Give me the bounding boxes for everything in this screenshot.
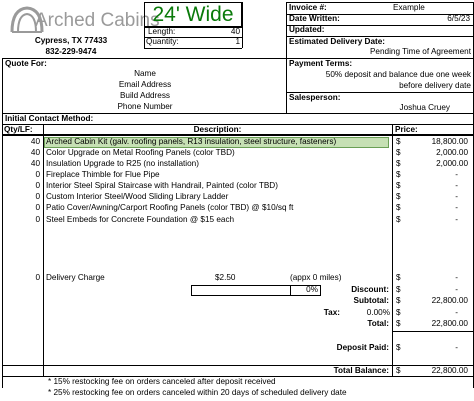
row-desc: Patio Cover/Awning/Carport Roofing Panels (color TBD) @ $10/sq ft [46, 203, 294, 212]
quote-for-label: Quote For: [5, 59, 47, 68]
total-balance-value: 22,800.00 [431, 366, 468, 375]
invoice-number-value: Example [393, 3, 425, 12]
delivery-currency: $ [396, 273, 401, 282]
delivery-qty: 0 [35, 273, 40, 282]
delivery-miles: (appx 0 miles) [290, 273, 342, 282]
tax-label: Tax: [323, 308, 340, 317]
row-currency: $ [396, 148, 401, 157]
payment-terms-line2: before delivery date [399, 81, 471, 90]
row-price: - [455, 215, 458, 224]
row-desc: Fireplace Thimble for Flue Pipe [46, 170, 160, 179]
subtotal-label: Subtotal: [353, 296, 389, 305]
row-currency: $ [396, 203, 401, 212]
discount-pct: 0% [306, 285, 318, 294]
row-qty: 0 [35, 170, 40, 179]
row-qty: 0 [35, 181, 40, 190]
company-city: Cypress, TX 77433 [34, 36, 108, 45]
date-written-value: 6/5/23 [447, 14, 470, 23]
company-phone: 832-229-9474 [45, 47, 97, 56]
date-written-label: Date Written: [289, 14, 340, 23]
total-balance-label: Total Balance: [333, 366, 389, 375]
col-qty-header: Qty/LF: [4, 125, 33, 134]
delivery-price: - [455, 273, 458, 282]
delivery-date-value: Pending Time of Agreement [369, 47, 471, 56]
quote-build-address: Build Address [119, 91, 171, 100]
row-qty: 0 [35, 215, 40, 224]
salesperson-label: Salesperson: [289, 93, 341, 102]
total-value: 22,800.00 [431, 319, 468, 328]
total-label: Total: [367, 319, 389, 328]
row-desc: Interior Steel Spiral Staircase with Handrail, Painted (color TBD) [46, 181, 278, 190]
salesperson-value: Joshua Cruey [399, 103, 450, 112]
subtotal-currency: $ [396, 296, 401, 305]
invoice-number-label: Invoice #: [289, 3, 327, 12]
quote-phone: Phone Number [117, 102, 173, 111]
headline: 24' Wide [152, 3, 234, 26]
delivery-desc: Delivery Charge [46, 273, 105, 282]
initial-contact-label: Initial Contact Method: [5, 114, 94, 123]
row-currency: $ [396, 181, 401, 190]
length-label: Length: [148, 27, 176, 36]
delivery-date-label: Estimated Delivery Date: [289, 37, 386, 46]
col-price-header: Price: [395, 125, 418, 134]
company-logo [10, 5, 160, 35]
quantity-label: Quantity: [146, 37, 179, 46]
row-currency: $ [396, 215, 401, 224]
total-currency: $ [396, 319, 401, 328]
row-price: 18,800.00 [431, 137, 468, 146]
restocking-note-1: * 15% restocking fee on orders canceled after deposit received [48, 377, 276, 386]
tax-value: - [455, 308, 458, 317]
subtotal-value: 22,800.00 [431, 296, 468, 305]
row-currency: $ [396, 159, 401, 168]
quote-name: Name [134, 69, 156, 78]
discount-currency: $ [396, 285, 401, 294]
row-qty: 40 [30, 137, 40, 146]
quantity-value: 1 [235, 37, 240, 46]
tax-currency: $ [396, 308, 401, 317]
col-desc-header: Description: [193, 125, 242, 134]
deposit-paid-label: Deposit Paid: [336, 343, 389, 352]
row-price: - [455, 181, 458, 190]
row-desc: Steel Embeds for Concrete Foundation @ $15 each [46, 215, 235, 224]
updated-label: Updated: [289, 25, 325, 34]
row-qty: 40 [30, 148, 40, 157]
row-price: 2,000.00 [436, 148, 468, 157]
payment-terms-line1: 50% deposit and balance due one week [325, 70, 471, 79]
tax-pct: 0.00% [366, 308, 390, 317]
row-currency: $ [396, 137, 401, 146]
total-balance-currency: $ [396, 366, 401, 375]
length-value: 40 [230, 27, 240, 36]
row-qty: 40 [30, 159, 40, 168]
discount-label: Discount: [351, 285, 389, 294]
payment-terms-label: Payment Terms: [289, 59, 353, 68]
row-price: 2,000.00 [436, 159, 468, 168]
quote-email: Email Address [118, 80, 172, 89]
company-name: Arched Cabins [35, 10, 160, 31]
row-desc: Custom Interior Steel/Wood Sliding Library Ladder [46, 192, 229, 201]
deposit-paid-value: - [455, 343, 458, 352]
row-qty: 0 [35, 203, 40, 212]
deposit-paid-currency: $ [396, 343, 401, 352]
row-price: - [455, 203, 458, 212]
row-price: - [455, 192, 458, 201]
row-desc: Insulation Upgrade to R25 (no installation) [46, 159, 199, 168]
row-currency: $ [396, 192, 401, 201]
row-currency: $ [396, 170, 401, 179]
discount-value: - [455, 285, 458, 294]
restocking-note-2: * 25% restocking fee on orders canceled within 20 days of scheduled delivery date [48, 388, 347, 397]
row-price: - [455, 170, 458, 179]
row-desc: Arched Cabin Kit (galv. roofing panels, R13 insulation, steel structure, fasteners) [46, 137, 337, 146]
delivery-rate: $2.50 [215, 273, 236, 282]
row-qty: 0 [35, 192, 40, 201]
row-desc: Color Upgrade on Metal Roofing Panels (color TBD) [46, 148, 235, 157]
